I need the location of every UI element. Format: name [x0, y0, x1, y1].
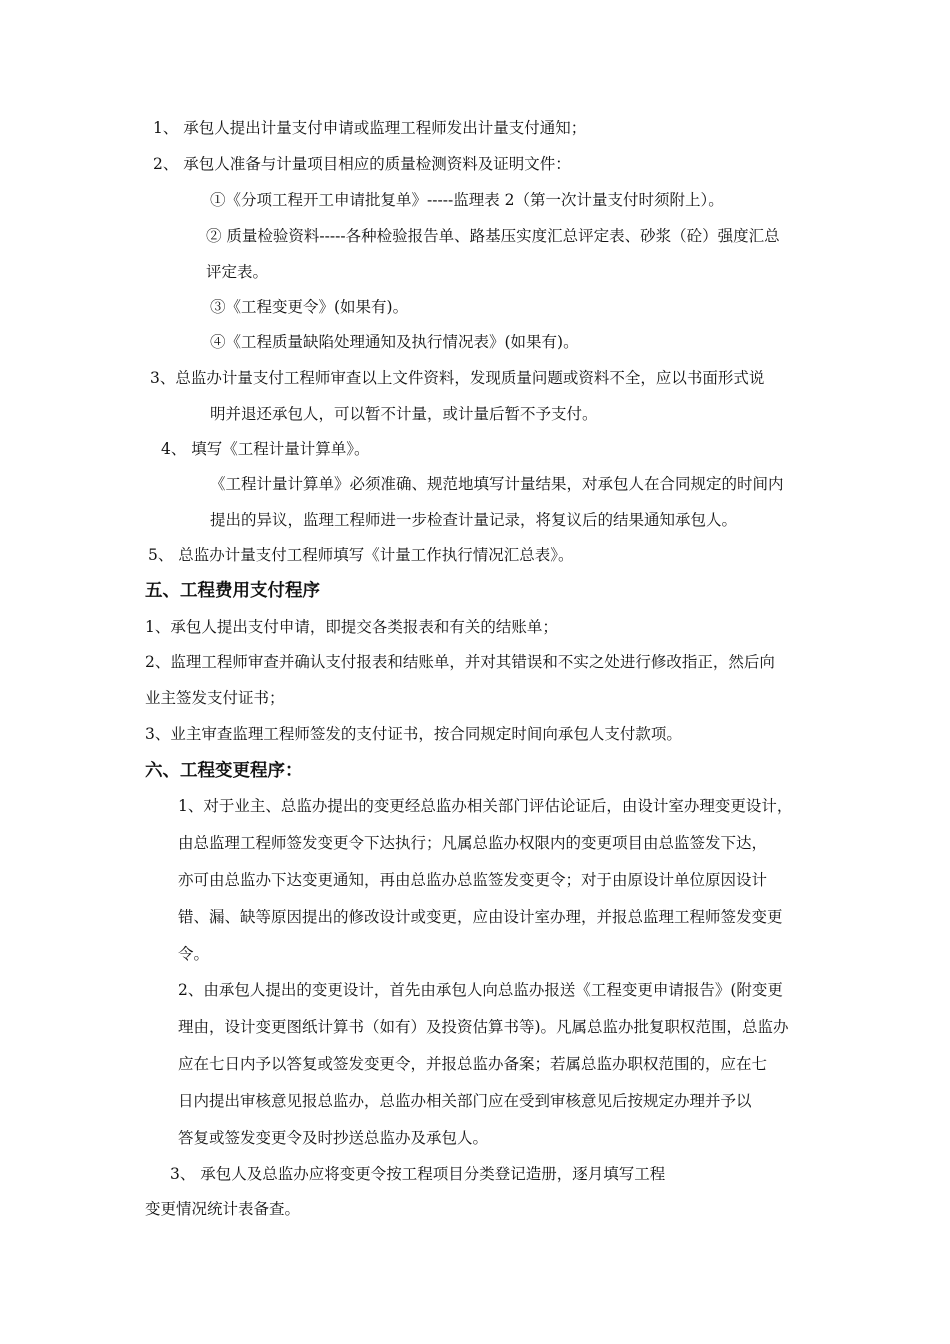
list-item-3-line2: 明并退还承包人，可以暂不计量，或计量后暂不予支付。: [210, 405, 598, 423]
section-6-p2-line5: 答复或签发变更令及时抄送总监办及承包人。: [178, 1129, 489, 1147]
section-6-p1-line2: 由总监理工程师签发变更令下达执行；凡属总监办权限内的变更项目由总监签发下达，: [178, 834, 768, 852]
section-6-p2-line2: 理由，设计变更图纸计算书（如有）及投资估算书等)。凡属总监办批复职权范围，总监办: [178, 1018, 789, 1036]
list-item-4-body-line1: 《工程计量计算单》必须准确、规范地填写计量结果，对承包人在合同规定的时间内: [210, 475, 784, 493]
section-6-heading: 六、工程变更程序：: [145, 761, 303, 781]
sub-item-3: ③《工程变更令》(如果有)。: [210, 298, 409, 316]
section-6-p1-line5: 令。: [178, 945, 210, 963]
section-5-item-2-line2: 业主签发支付证书；: [145, 689, 285, 707]
section-6-p2-line4: 日内提出审核意见报总监办，总监办相关部门应在受到审核意见后按规定办理并予以: [178, 1092, 752, 1110]
section-6-p1-line1: 1、对于业主、总监办提出的变更经总监办相关部门评估论证后，由设计室办理变更设计，: [178, 797, 793, 815]
list-item-1: 1、 承包人提出计量支付申请或监理工程师发出计量支付通知；: [153, 119, 587, 137]
sub-item-2-line1: ② 质量检验资料-----各种检验报告单、路基压实度汇总评定表、砂浆（砼）强度汇总: [206, 227, 780, 245]
section-5-heading: 五、工程费用支付程序: [145, 581, 320, 601]
sub-item-1: ①《分项工程开工申请批复单》-----监理表 2（第一次计量支付时须附上）。: [210, 191, 724, 209]
list-item-4-body-line2: 提出的异议，监理工程师进一步检查计量记录，将复议后的结果通知承包人。: [210, 511, 738, 529]
section-5-item-3: 3、业主审查监理工程师签发的支付证书，按合同规定时间向承包人支付款项。: [145, 725, 682, 743]
section-6-p3-line1: 3、 承包人及总监办应将变更令按工程项目分类登记造册，逐月填写工程: [170, 1165, 666, 1183]
list-item-4: 4、 填写《工程计量计算单》。: [161, 440, 370, 458]
list-item-2: 2、 承包人准备与计量项目相应的质量检测资料及证明文件：: [153, 155, 571, 173]
section-6-p1-line3: 亦可由总监办下达变更通知，再由总监办总监签发变更令；对于由原设计单位原因设计: [178, 871, 768, 889]
sub-item-2-line2: 评定表。: [206, 263, 269, 281]
section-5-item-2-line1: 2、监理工程师审查并确认支付报表和结账单，并对其错误和不实之处进行修改指正，然后向: [145, 653, 775, 671]
section-6-p3-line2: 变更情况统计表备查。: [145, 1200, 301, 1218]
section-6-p2-line1: 2、由承包人提出的变更设计，首先由承包人向总监办报送《工程变更申请报告》(附变更: [178, 981, 783, 999]
sub-item-4: ④《工程质量缺陷处理通知及执行情况表》(如果有)。: [210, 333, 579, 351]
section-6-p2-line3: 应在七日内予以答复或签发变更令，并报总监办备案；若属总监办职权范围的，应在七: [178, 1055, 768, 1073]
list-item-3-line1: 3、总监办计量支付工程师审查以上文件资料，发现质量问题或资料不全，应以书面形式说: [150, 369, 765, 387]
list-item-5: 5、 总监办计量支付工程师填写《计量工作执行情况汇总表》。: [148, 546, 574, 564]
section-6-p1-line4: 错、漏、缺等原因提出的修改设计或变更，应由设计室办理，并报总监理工程师签发变更: [178, 908, 783, 926]
section-5-item-1: 1、承包人提出支付申请，即提交各类报表和有关的结账单；: [145, 618, 558, 636]
